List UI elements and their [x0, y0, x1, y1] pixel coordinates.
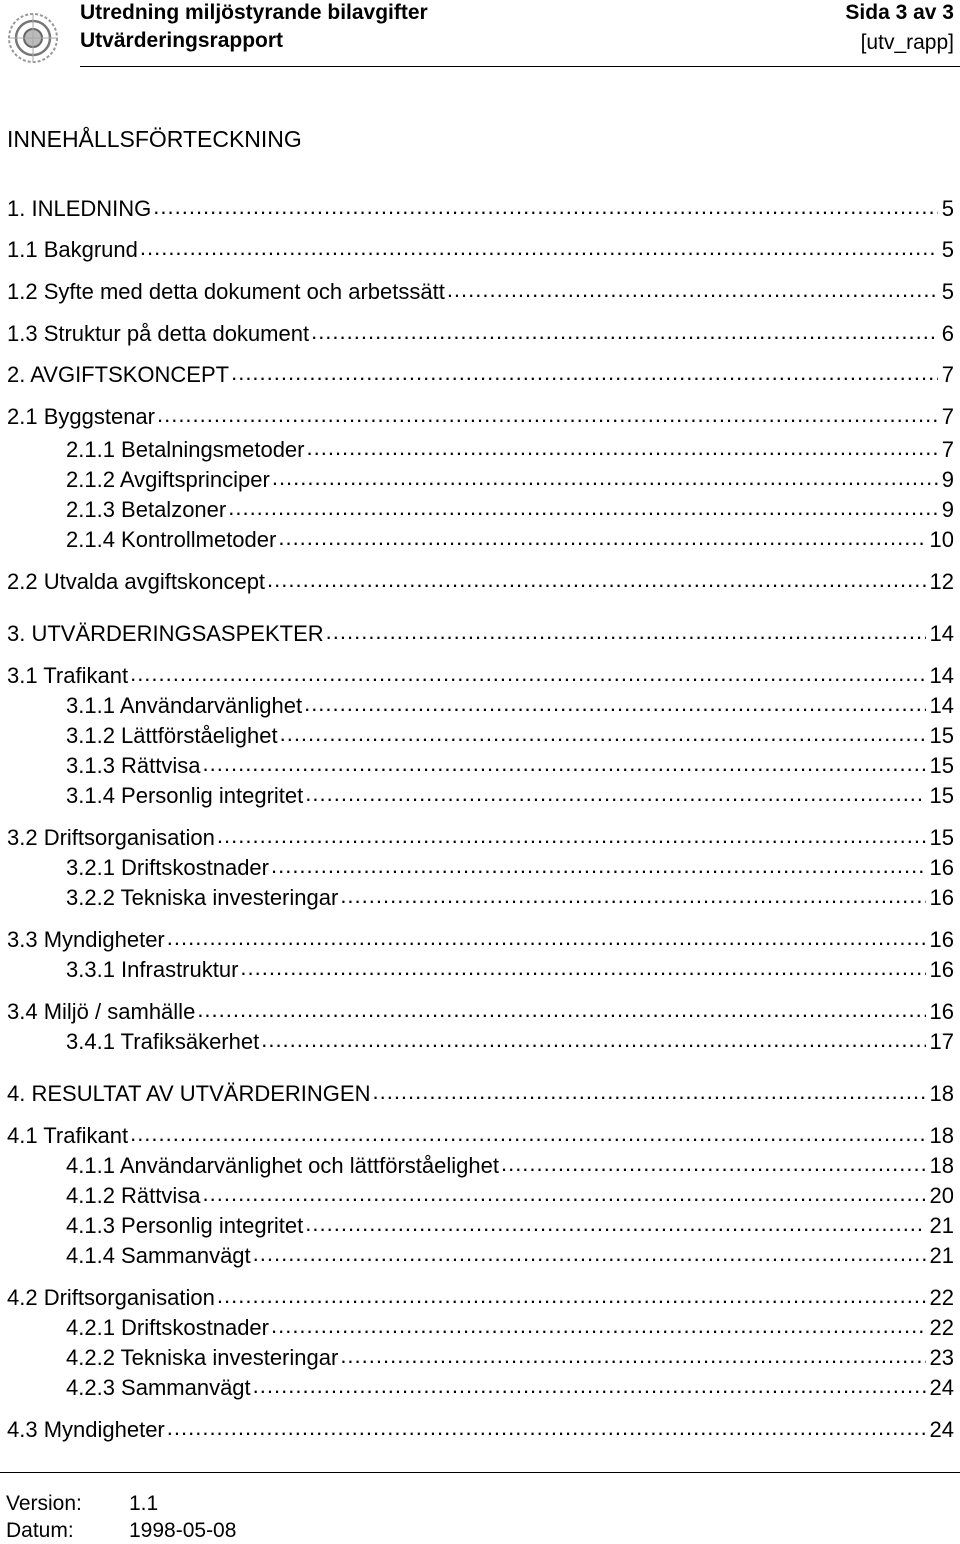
toc-dot-leader: [140, 239, 938, 257]
toc-entry[interactable]: [66, 855, 954, 881]
toc-entry-title: 2.1.2 Avgiftsprinciper: [66, 467, 270, 492]
toc-entry[interactable]: [66, 783, 954, 809]
toc-entry-title: 2.1.1 Betalningsmetoder: [66, 437, 305, 462]
toc-entry[interactable]: [7, 321, 954, 347]
toc-entry-title: 4.1.2 Rättvisa: [66, 1183, 201, 1208]
toc-entry[interactable]: [7, 279, 954, 305]
toc-entry[interactable]: [66, 527, 954, 553]
toc-entry-title: 3.3.1 Infrastruktur: [66, 957, 239, 982]
toc-entry-title: 2.2 Utvalda avgiftskoncept: [7, 569, 266, 594]
toc-dot-leader: [261, 1031, 925, 1049]
toc-entry-page: 5: [941, 196, 954, 221]
toc-entry-title: 3.1.4 Personlig integritet: [66, 783, 304, 808]
toc-entry-title: 1.1 Bakgrund: [7, 237, 138, 262]
toc-entry-page: 18: [929, 1123, 954, 1148]
toc-entry-title: 4.3 Myndigheter: [7, 1417, 165, 1442]
toc-dot-leader: [280, 725, 926, 743]
toc-entry-title: 1.3 Struktur på detta dokument: [7, 321, 310, 346]
toc-entry-page: 14: [929, 693, 954, 718]
toc-entry-title: 2.1 Byggstenar: [7, 404, 155, 429]
toc-heading: INNEHÅLLSFÖRTECKNING: [7, 126, 302, 152]
toc-entry-title: 3.2 Driftsorganisation: [7, 825, 215, 850]
toc-entry[interactable]: [66, 693, 954, 719]
toc-entry-page: 16: [929, 999, 954, 1024]
toc-entry[interactable]: [66, 437, 954, 463]
toc-entry[interactable]: [7, 1081, 954, 1107]
toc-dot-leader: [307, 439, 938, 457]
toc-dot-leader: [130, 1125, 925, 1143]
toc-entry[interactable]: [66, 467, 954, 493]
toc-entry-title: 4.2 Driftsorganisation: [7, 1285, 215, 1310]
toc-dot-leader: [253, 1377, 926, 1395]
toc-dot-leader: [272, 469, 938, 487]
toc-entry-page: 18: [929, 1153, 954, 1178]
toc-entry[interactable]: [7, 999, 954, 1025]
toc-entry-title: 4.1 Trafikant: [7, 1123, 129, 1148]
toc-entry[interactable]: [66, 1315, 954, 1341]
toc-dot-leader: [304, 695, 925, 713]
toc-entry[interactable]: [66, 1183, 954, 1209]
toc-entry-page: 15: [929, 825, 954, 850]
toc-dot-leader: [217, 1287, 926, 1305]
toc-entry-page: 15: [929, 753, 954, 778]
toc-entry-title: 3.4.1 Trafiksäkerhet: [66, 1029, 260, 1054]
toc-entry-title: 2.1.3 Betalzoner: [66, 497, 227, 522]
toc-entry[interactable]: [66, 753, 954, 779]
toc-entry[interactable]: [7, 663, 954, 689]
toc-dot-leader: [153, 198, 937, 216]
toc-dot-leader: [447, 281, 938, 299]
toc-entry-page: 7: [941, 404, 954, 429]
toc-dot-leader: [157, 406, 938, 424]
toc-entry-page: 16: [929, 927, 954, 952]
toc-entry-page: 22: [929, 1285, 954, 1310]
toc-entry[interactable]: [7, 569, 954, 595]
toc-entry[interactable]: [7, 237, 954, 263]
toc-entry-title: 4.2.3 Sammanvägt: [66, 1375, 251, 1400]
toc-entry-title: 4.2.2 Tekniska investeringar: [66, 1345, 339, 1370]
toc-entry-page: 24: [929, 1375, 954, 1400]
toc-entry[interactable]: [66, 1153, 954, 1179]
toc-entry-page: 23: [929, 1345, 954, 1370]
toc-dot-leader: [267, 571, 925, 589]
version-value: 1.1: [129, 1492, 159, 1515]
toc-entry-page: 6: [941, 321, 954, 346]
toc-dot-leader: [203, 755, 926, 773]
date-label: Datum:: [6, 1519, 74, 1542]
toc-dot-leader: [231, 364, 938, 382]
toc-entry[interactable]: [66, 1345, 954, 1371]
toc-entry-page: 21: [929, 1243, 954, 1268]
footer-divider: [0, 1472, 960, 1473]
toc-dot-leader: [340, 887, 925, 905]
toc-entry-page: 16: [929, 855, 954, 880]
toc-entry[interactable]: [7, 621, 954, 647]
toc-entry[interactable]: [7, 1123, 954, 1149]
toc-dot-leader: [203, 1185, 926, 1203]
toc-dot-leader: [253, 1245, 926, 1263]
toc-entry-title: 3.1 Trafikant: [7, 663, 129, 688]
toc-dot-leader: [167, 929, 926, 947]
toc-entry-page: 15: [929, 783, 954, 808]
toc-dot-leader: [228, 499, 938, 517]
toc-entry-title: 3.1.2 Lättförståelighet: [66, 723, 278, 748]
toc-entry-page: 14: [929, 621, 954, 646]
toc-entry[interactable]: [7, 927, 954, 953]
toc-entry-title: 3.1.3 Rättvisa: [66, 753, 201, 778]
toc-dot-leader: [311, 323, 938, 341]
toc-entry[interactable]: [7, 196, 954, 222]
toc-entry[interactable]: [66, 1213, 954, 1239]
toc-entry-title: 4.1.1 Användarvänlighet och lättförståelighet: [66, 1153, 499, 1178]
toc-entry-title: 3.4 Miljö / samhälle: [7, 999, 196, 1024]
toc-entry-page: 24: [929, 1417, 954, 1442]
toc-entry-title: 3.2.1 Driftskostnader: [66, 855, 269, 880]
toc-entry-page: 5: [941, 237, 954, 262]
toc-entry-title: 4. RESULTAT AV UTVÄRDERINGEN: [7, 1081, 371, 1106]
toc-dot-leader: [167, 1419, 926, 1437]
toc-entry[interactable]: [7, 362, 954, 388]
toc-entry[interactable]: [66, 885, 954, 911]
toc-entry-page: 12: [929, 569, 954, 594]
toc-entry-title: 3. UTVÄRDERINGSASPEKTER: [7, 621, 324, 646]
toc-entry[interactable]: [66, 497, 954, 523]
header-title-line1: Utredning miljöstyrande bilavgifter: [80, 1, 428, 24]
toc-entry[interactable]: [7, 404, 954, 430]
toc-entry-title: 1.2 Syfte med detta dokument och arbetssätt: [7, 279, 445, 304]
toc-entry[interactable]: [7, 1417, 954, 1443]
toc-entry-page: 9: [941, 497, 954, 522]
toc-entry[interactable]: [66, 1243, 954, 1269]
toc-dot-leader: [130, 665, 925, 683]
toc-dot-leader: [305, 785, 925, 803]
toc-dot-leader: [305, 1215, 925, 1233]
toc-entry-page: 20: [929, 1183, 954, 1208]
toc-entry-page: 22: [929, 1315, 954, 1340]
toc-entry[interactable]: [7, 825, 954, 851]
document-code: [utv_rapp]: [860, 31, 954, 54]
date-value: 1998-05-08: [129, 1519, 237, 1542]
toc-entry-page: 7: [941, 437, 954, 462]
toc-dot-leader: [326, 623, 926, 641]
toc-dot-leader: [372, 1083, 925, 1101]
toc-entry-page: 21: [929, 1213, 954, 1238]
toc-dot-leader: [278, 529, 925, 547]
toc-dot-leader: [340, 1347, 925, 1365]
toc-dot-leader: [197, 1001, 925, 1019]
toc-entry-page: 16: [929, 957, 954, 982]
toc-entry-page: 9: [941, 467, 954, 492]
toc-entry-page: 17: [929, 1029, 954, 1054]
toc-entry-page: 10: [929, 527, 954, 552]
toc-entry-title: 4.1.3 Personlig integritet: [66, 1213, 304, 1238]
toc-entry-title: 3.1.1 Användarvänlighet: [66, 693, 303, 718]
toc-entry[interactable]: [66, 723, 954, 749]
toc-dot-leader: [501, 1155, 926, 1173]
toc-entry-title: 4.1.4 Sammanvägt: [66, 1243, 251, 1268]
header-title-line2: Utvärderingsrapport: [80, 29, 284, 52]
version-label: Version:: [6, 1492, 82, 1515]
toc-entry-title: 1. INLEDNING: [7, 196, 152, 221]
toc-dot-leader: [217, 827, 926, 845]
toc-entry[interactable]: [66, 1375, 954, 1401]
toc-dot-leader: [271, 857, 926, 875]
toc-entry-title: 4.2.1 Driftskostnader: [66, 1315, 269, 1340]
page-number-label: Sida 3 av 3: [845, 1, 954, 24]
toc-dot-leader: [271, 1317, 926, 1335]
toc-entry-title: 2. AVGIFTSKONCEPT: [7, 362, 230, 387]
toc-dot-leader: [240, 959, 925, 977]
toc-entry-title: 3.2.2 Tekniska investeringar: [66, 885, 339, 910]
toc-entry[interactable]: [66, 1029, 954, 1055]
toc-entry-page: 16: [929, 885, 954, 910]
toc-entry[interactable]: [66, 957, 954, 983]
toc-entry-page: 7: [941, 362, 954, 387]
toc-entry[interactable]: [7, 1285, 954, 1311]
toc-entry-page: 14: [929, 663, 954, 688]
toc-entry-title: 2.1.4 Kontrollmetoder: [66, 527, 277, 552]
toc-entry-page: 5: [941, 279, 954, 304]
toc-entry-page: 15: [929, 723, 954, 748]
toc-entry-title: 3.3 Myndigheter: [7, 927, 165, 952]
toc-entry-page: 18: [929, 1081, 954, 1106]
